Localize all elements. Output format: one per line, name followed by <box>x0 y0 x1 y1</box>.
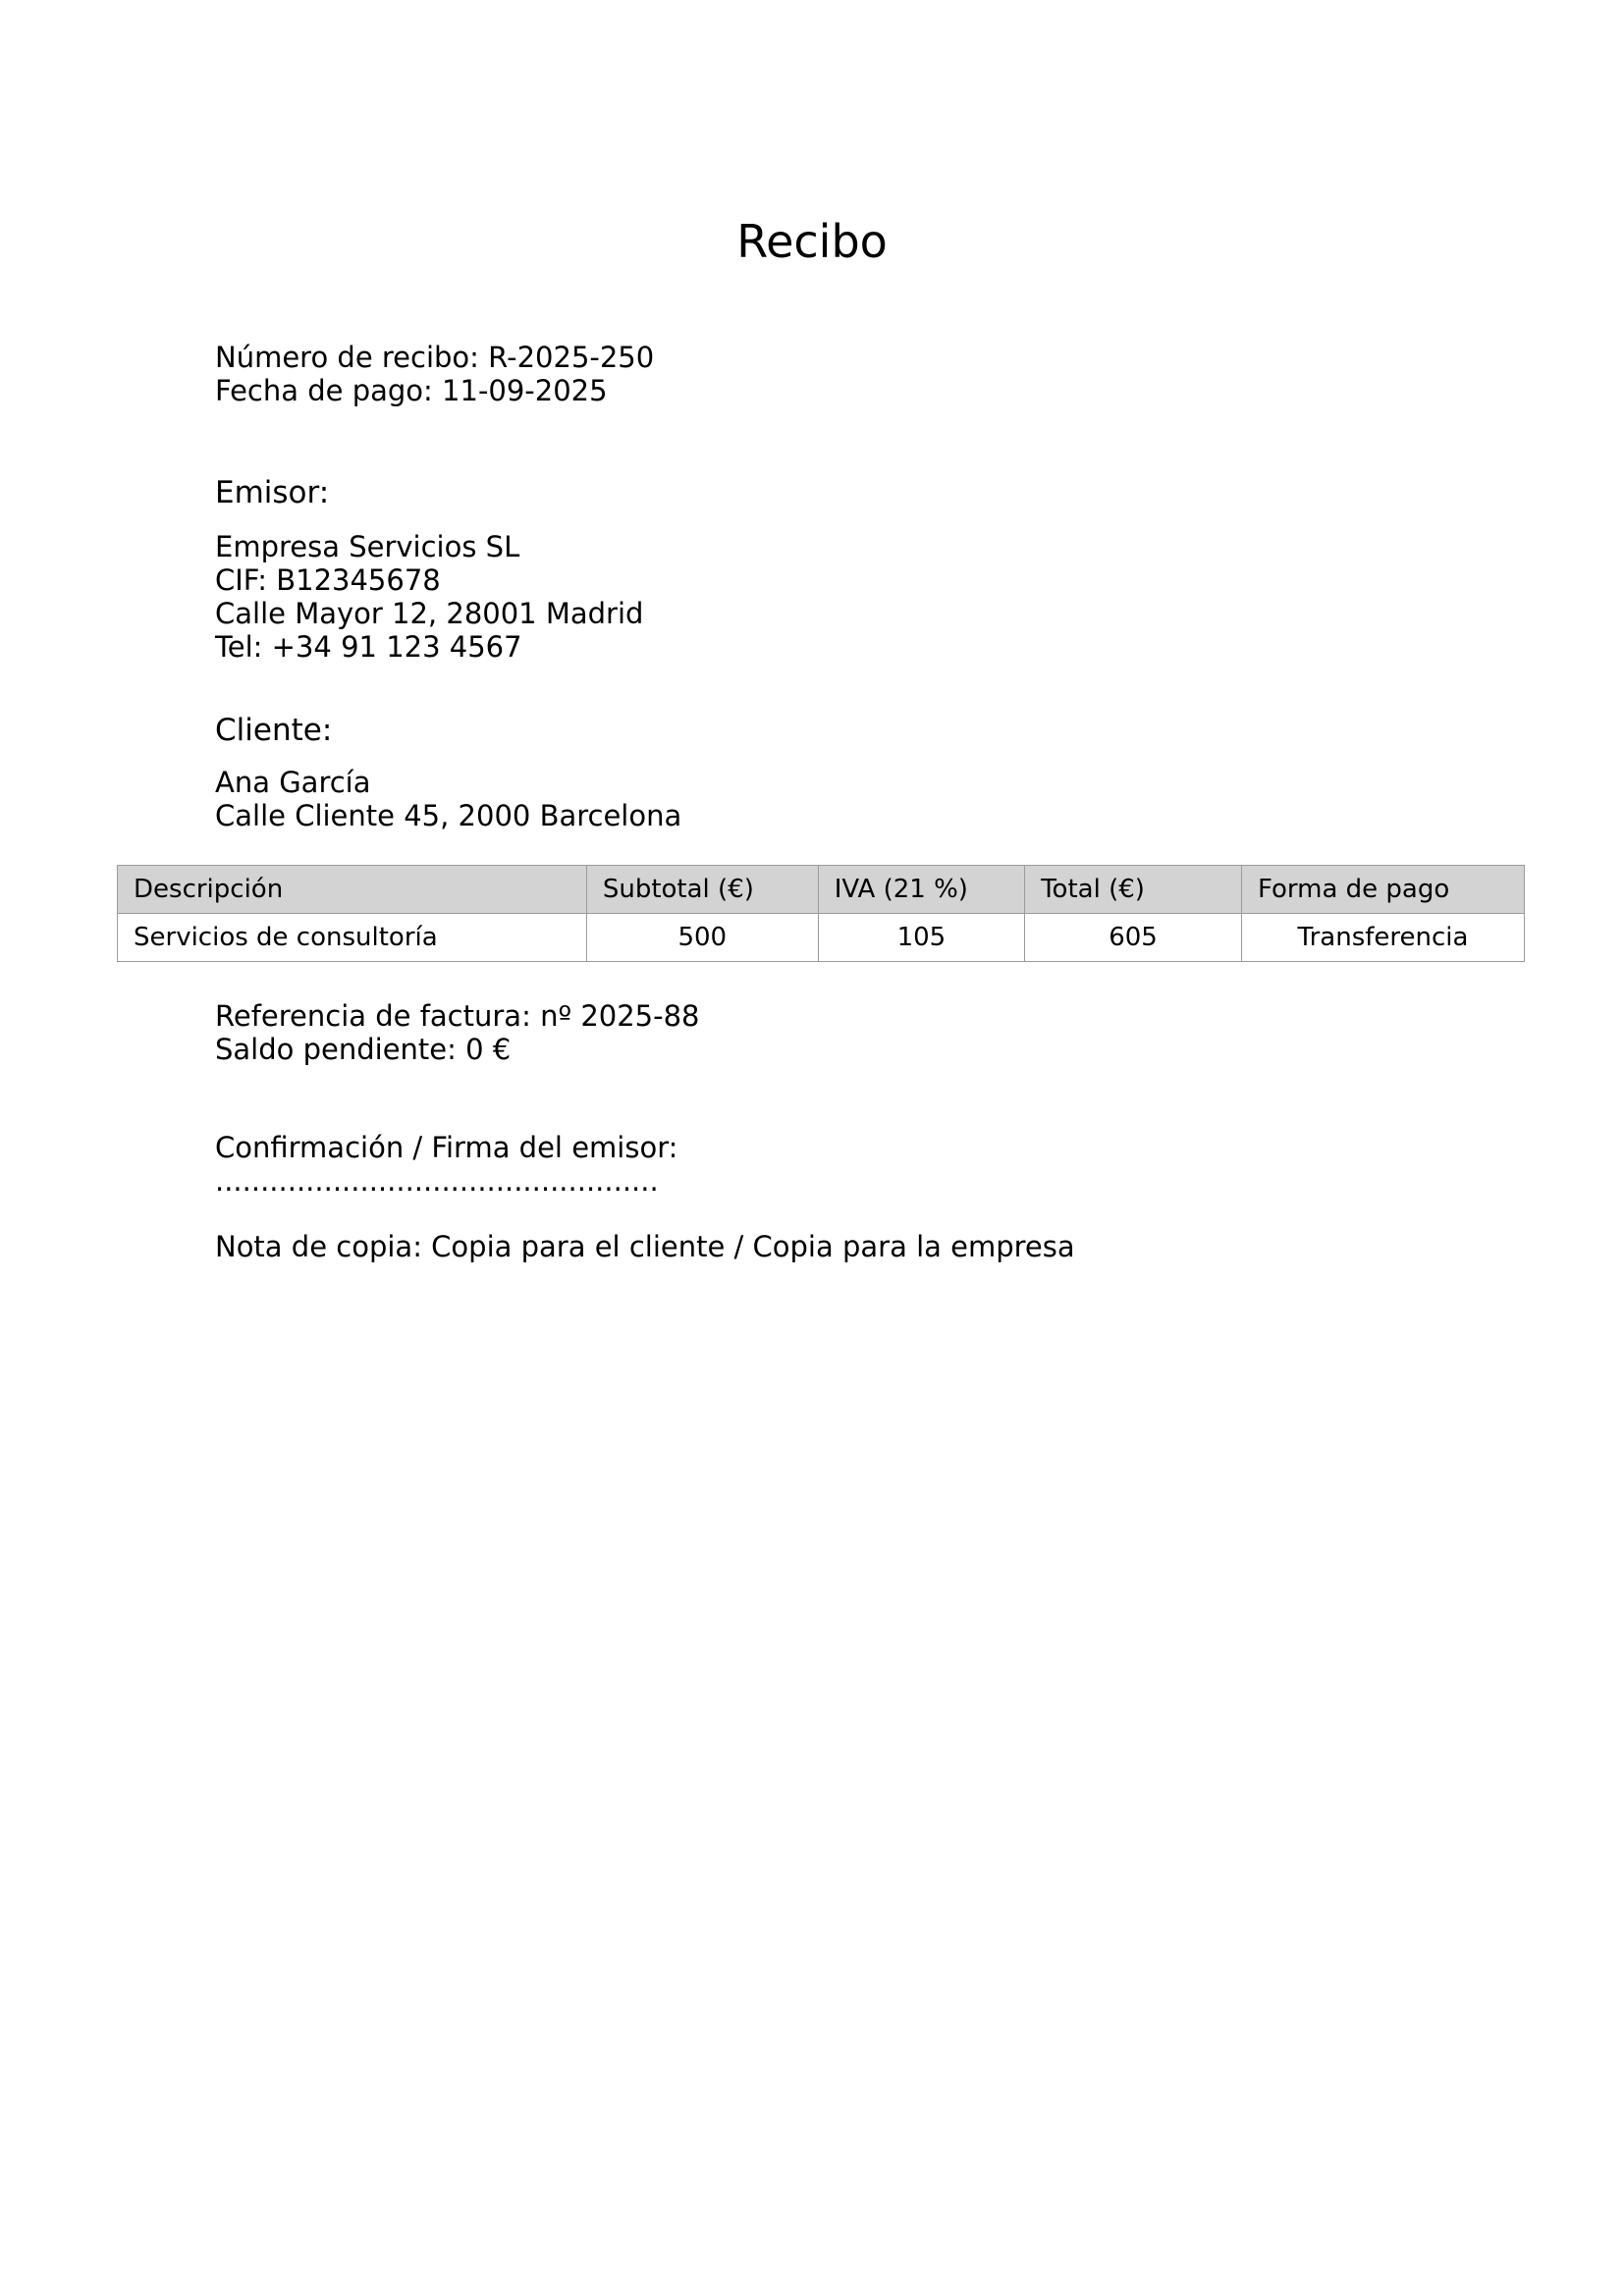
signature-line: ................................................. <box>215 1164 659 1198</box>
cell-total: 605 <box>1025 914 1242 962</box>
pending-balance: Saldo pendiente: 0 € <box>215 1033 512 1066</box>
emisor-name: Empresa Servicios SL <box>215 530 520 563</box>
header-forma-de-pago: Forma de pago <box>1241 866 1524 914</box>
emisor-details <box>215 530 643 664</box>
receipt-number: Número de recibo: R-2025-250 <box>215 341 655 374</box>
emisor-phone: Tel: +34 91 123 4567 <box>215 630 522 664</box>
cell-iva: 105 <box>818 914 1024 962</box>
cliente-heading: Cliente: <box>215 713 333 748</box>
header-total: Total (€) <box>1025 866 1242 914</box>
copy-note <box>215 1230 1075 1263</box>
table-row <box>118 914 1525 962</box>
header-iva: IVA (21 %) <box>818 866 1024 914</box>
invoice-reference: Referencia de factura: nº 2025-88 <box>215 999 700 1033</box>
payment-date: Fecha de pago: 11-09-2025 <box>215 374 608 407</box>
cell-descripcion: Servicios de consultoría <box>118 914 587 962</box>
cell-forma-de-pago: Transferencia <box>1241 914 1524 962</box>
table-header-row <box>118 866 1525 914</box>
cell-subtotal: 500 <box>586 914 818 962</box>
page-title: Recibo <box>736 215 888 268</box>
signature-label: Confirmación / Firma del emisor: <box>215 1131 678 1164</box>
cliente-name: Ana García <box>215 766 371 799</box>
receipt-meta <box>215 341 654 407</box>
emisor-cif: CIF: B12345678 <box>215 563 441 597</box>
items-table <box>117 865 1525 962</box>
cliente-details <box>215 766 681 832</box>
reference-block <box>215 999 700 1066</box>
signature-block <box>215 1131 677 1198</box>
emisor-heading: Emisor: <box>215 475 330 510</box>
emisor-address: Calle Mayor 12, 28001 Madrid <box>215 597 644 630</box>
cliente-address: Calle Cliente 45, 2000 Barcelona <box>215 799 682 832</box>
header-subtotal: Subtotal (€) <box>586 866 818 914</box>
header-descripcion: Descripción <box>118 866 587 914</box>
copy-note-text: Nota de copia: Copia para el cliente / Copia para la empresa <box>215 1230 1075 1263</box>
